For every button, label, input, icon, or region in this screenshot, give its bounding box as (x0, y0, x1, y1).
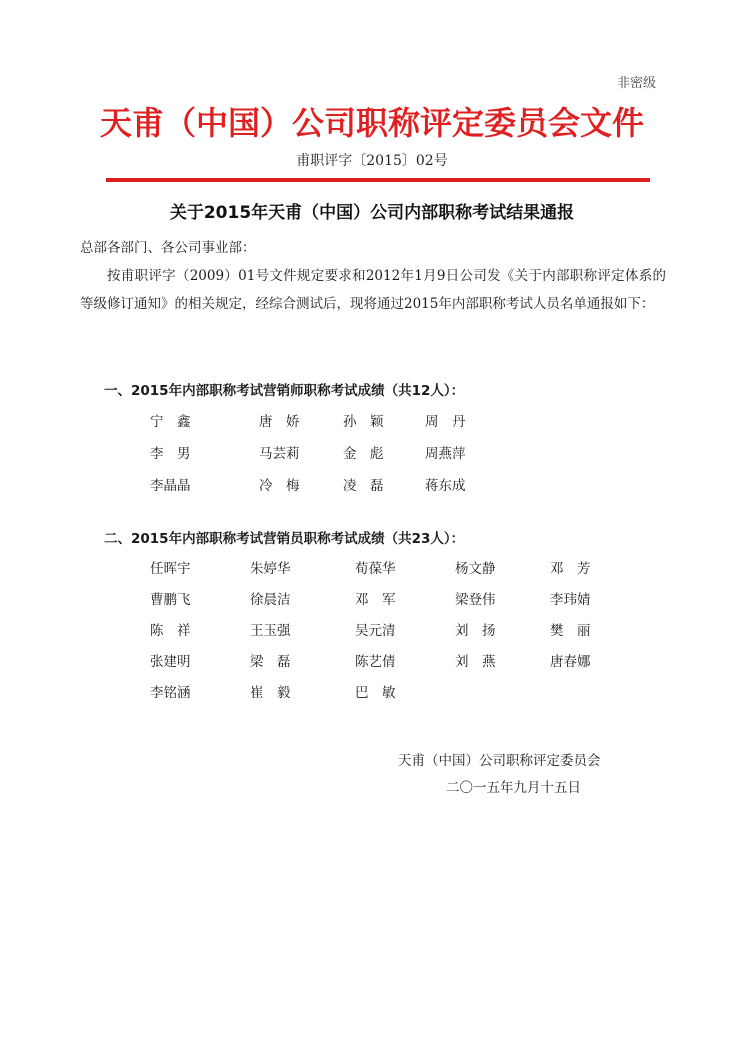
person-name: 徐晨洁 (250, 592, 291, 608)
body-paragraph: 按甫职评字（2009）01号文件规定要求和2012年1月9日公司发《关于内部职称评定体系的等级修订通知》的相关规定，经综合测试后，现将通过2015年内部职称考试人员名单通报如下： (80, 268, 666, 312)
person-name: 李玮婧 (550, 592, 591, 608)
person-name: 任晖宇 (150, 561, 191, 577)
signature-date: 二〇一五年九月十五日 (446, 780, 581, 796)
person-name: 梁登伟 (455, 592, 496, 608)
person-name: 崔 毅 (250, 685, 291, 701)
person-name: 梁 磊 (250, 654, 291, 670)
person-name: 王玉强 (250, 623, 291, 639)
person-name: 吴元清 (355, 623, 396, 639)
person-name: 马芸莉 (259, 446, 300, 462)
person-name: 金 彪 (343, 446, 384, 462)
person-name: 巴 敏 (355, 685, 396, 701)
person-name: 李晶晶 (150, 478, 191, 494)
section-heading-sales: 二、2015年内部职称考试营销员职称考试成绩（共23人）： (104, 531, 465, 547)
person-name: 邓 芳 (550, 561, 591, 577)
person-name: 李铭涵 (150, 685, 191, 701)
salutation: 总部各部门、各公司事业部： (80, 240, 256, 256)
section-heading-marketer: 一、2015年内部职称考试营销师职称考试成绩（共12人）： (104, 383, 465, 399)
organization-title: 天甫（中国）公司职称评定委员会文件 (99, 104, 644, 142)
person-name: 樊 丽 (550, 623, 591, 639)
person-name: 蒋东成 (425, 478, 466, 494)
person-name: 朱婷华 (250, 561, 291, 577)
person-name: 陈艺倩 (355, 654, 396, 670)
person-name: 刘 扬 (455, 623, 496, 639)
person-name: 凌 磊 (343, 478, 384, 494)
red-divider (106, 178, 650, 182)
person-name: 杨文静 (455, 561, 496, 577)
person-name: 刘 燕 (455, 654, 496, 670)
person-name: 曹鹏飞 (150, 592, 191, 608)
person-name: 周燕萍 (425, 446, 466, 462)
person-name: 邓 军 (355, 592, 396, 608)
person-name: 陈 祥 (150, 623, 191, 639)
person-name: 唐 娇 (259, 414, 300, 430)
document-number: 甫职评字〔2015〕02号 (296, 153, 448, 169)
person-name: 张建明 (150, 654, 191, 670)
person-name: 冷 梅 (259, 478, 300, 494)
signature-organization: 天甫（中国）公司职称评定委员会 (398, 753, 601, 769)
person-name: 荀葆华 (355, 561, 396, 577)
classification-label: 非密级 (616, 76, 656, 91)
person-name: 宁 鑫 (150, 414, 191, 430)
person-name: 周 丹 (425, 414, 466, 430)
person-name: 李 男 (150, 446, 191, 462)
person-name: 唐春娜 (550, 654, 591, 670)
person-name: 孙 颖 (343, 414, 384, 430)
notice-title: 关于2015年天甫（中国）公司内部职称考试结果通报 (169, 203, 575, 223)
